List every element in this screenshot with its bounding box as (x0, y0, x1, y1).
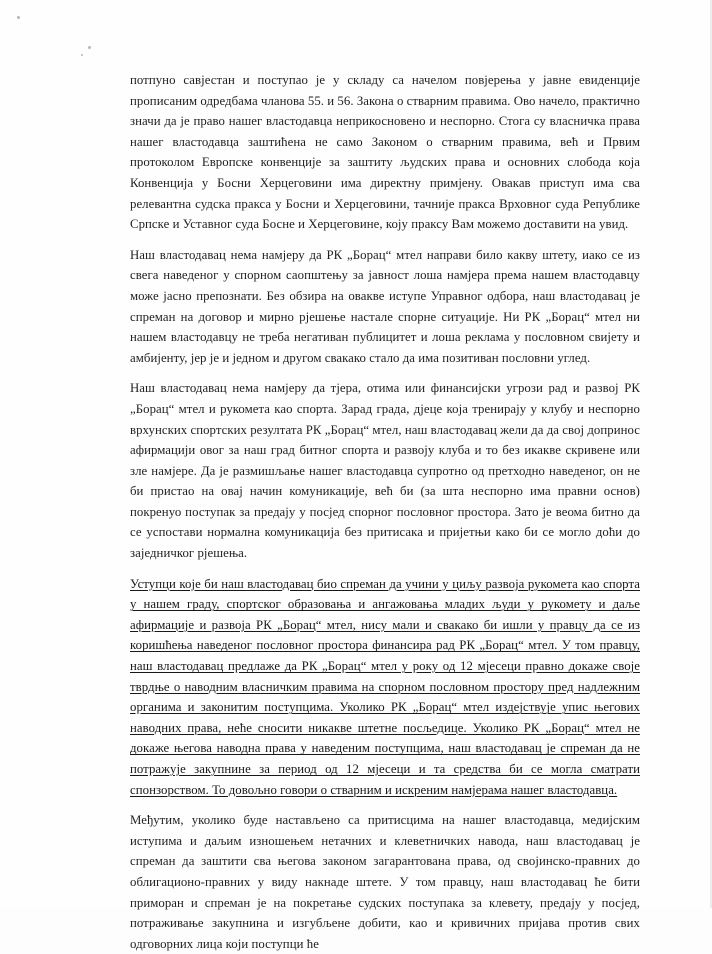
paragraph-legal-warning: Међутим, уколико буде настављено са притисцима на нашег властодавца, медијским иступима и даљим изношењем нетачних и клеветничких навода, наш властодавац је спреман да заштити сва његова законом загарантована права, од својинско-правних до облигационо-правних у виду накнаде штете. У том правцу, наш властодавац ће бити приморан и спреман је на покретање судских поступака за клевету, предају у посјед, потраживање закупнина и изгубљене добити, као и кривичних пријава против свих одговорних лица који поступци ће (130, 813, 640, 951)
paragraph-no-intent-of-damage: Наш властодавац нема намјеру да РК „Борац“ мтел направи било какву штету, иако се из свега наведеног у спорном саопштењу за јавност лоша намјера према нашем властодавцу може јасно препознати. Без обзира на овакве иступе Управног одбора, наш властодавац је спреман на договор и мирно рјешење настале спорне ситуације. Ни РК „Борац“ мтел ни нашем властодавцу не треба негативан публицитет и лоша реклама у пословном свијету и амбијенту, јер је и једном и другом свакако стало да има позитиван пословни углед. (130, 247, 640, 365)
paragraph-legal-basis: потпуно савјестан и поступао је у складу са начелом повјерења у јавне евиденције прописаним одредбама чланова 55. и 56. Закона о стварним правима. Ово начело, практично значи да је право нашег властодавца неприкосновено и неспорно. Стога су власничка права нашег властодавца заштићена не само Законом о стварним правима, већ и Првим протоколом Европске конвенције за заштиту људских права и основних слобода која Конвенција у Босни Херцеговини има директну примјену. Овакав приступ има сва релевантна судска пракса у Босни и Херцеговини, тачније пракса Врховног суда Републике Српске и Уставног суда Босне и Херцеговине, коју праксу Вам можемо доставити на увид. (130, 73, 640, 232)
scan-speck (88, 46, 91, 49)
document-body (130, 70, 640, 954)
scan-speck (81, 54, 83, 56)
paragraph-support-for-club: Наш властодавац нема намјеру да тјера, отима или финансијски угрози рад и развој РК „Борац“ мтел и рукомета као спорта. Зарад града, дјеце која тренирају у клубу и неспорно врхунских спортских резултата РК „Борац“ мтел, наш властодавац жели да да свој допринос афирмацији овог за наш град битног спорта и развоју клуба и то без икакве скривене или зле намјере. Да је размишљање нашег властодавца супротно од претходно наведеног, он не би пристао на овај начин комуникације, већ би (за шта неспорно има правни основ) покренуо поступак за предају у посјед спорног пословног простора. Зато је веома битно да се успостави нормална комуникација без притисака и пријетњи како би се могло доћи до заједничког рјешења. (130, 381, 640, 561)
scan-speck (17, 16, 20, 19)
paragraph-concessions-proposal: Уступци које би наш властодавац био спреман да учини у циљу развоја рукомета као спорта у нашем граду, спортског образовања и ангажовања младих људи у рукомету и даље афирмације и развоја РК „Борац“ мтел, нису мали и свакако би ишли у правцу да се из коришћења наведеног пословног простора финансира рад РК „Борац“ мтел. У том правцу, наш властодавац предлаже да РК „Борац“ мтел у року од 12 мјесеци правно докаже своје тврдње о наводним власничким правима на спорном пословном простору пред надлежним органима и законитим поступцима. Уколико РК „Борац“ мтел издејствује упис његових наводних права, неће сносити никакве штетне посљедице. Уколико РК „Борац“ мтел не докаже његова наводна права у наведеним поступцима, наш властодавац је спреман да не потражује закупнине за период од 12 мјесеци и та средства би се могла сматрати спонзорством. То довољно говори о стварним и искреним намјерама нашег властодавца. (130, 576, 640, 797)
